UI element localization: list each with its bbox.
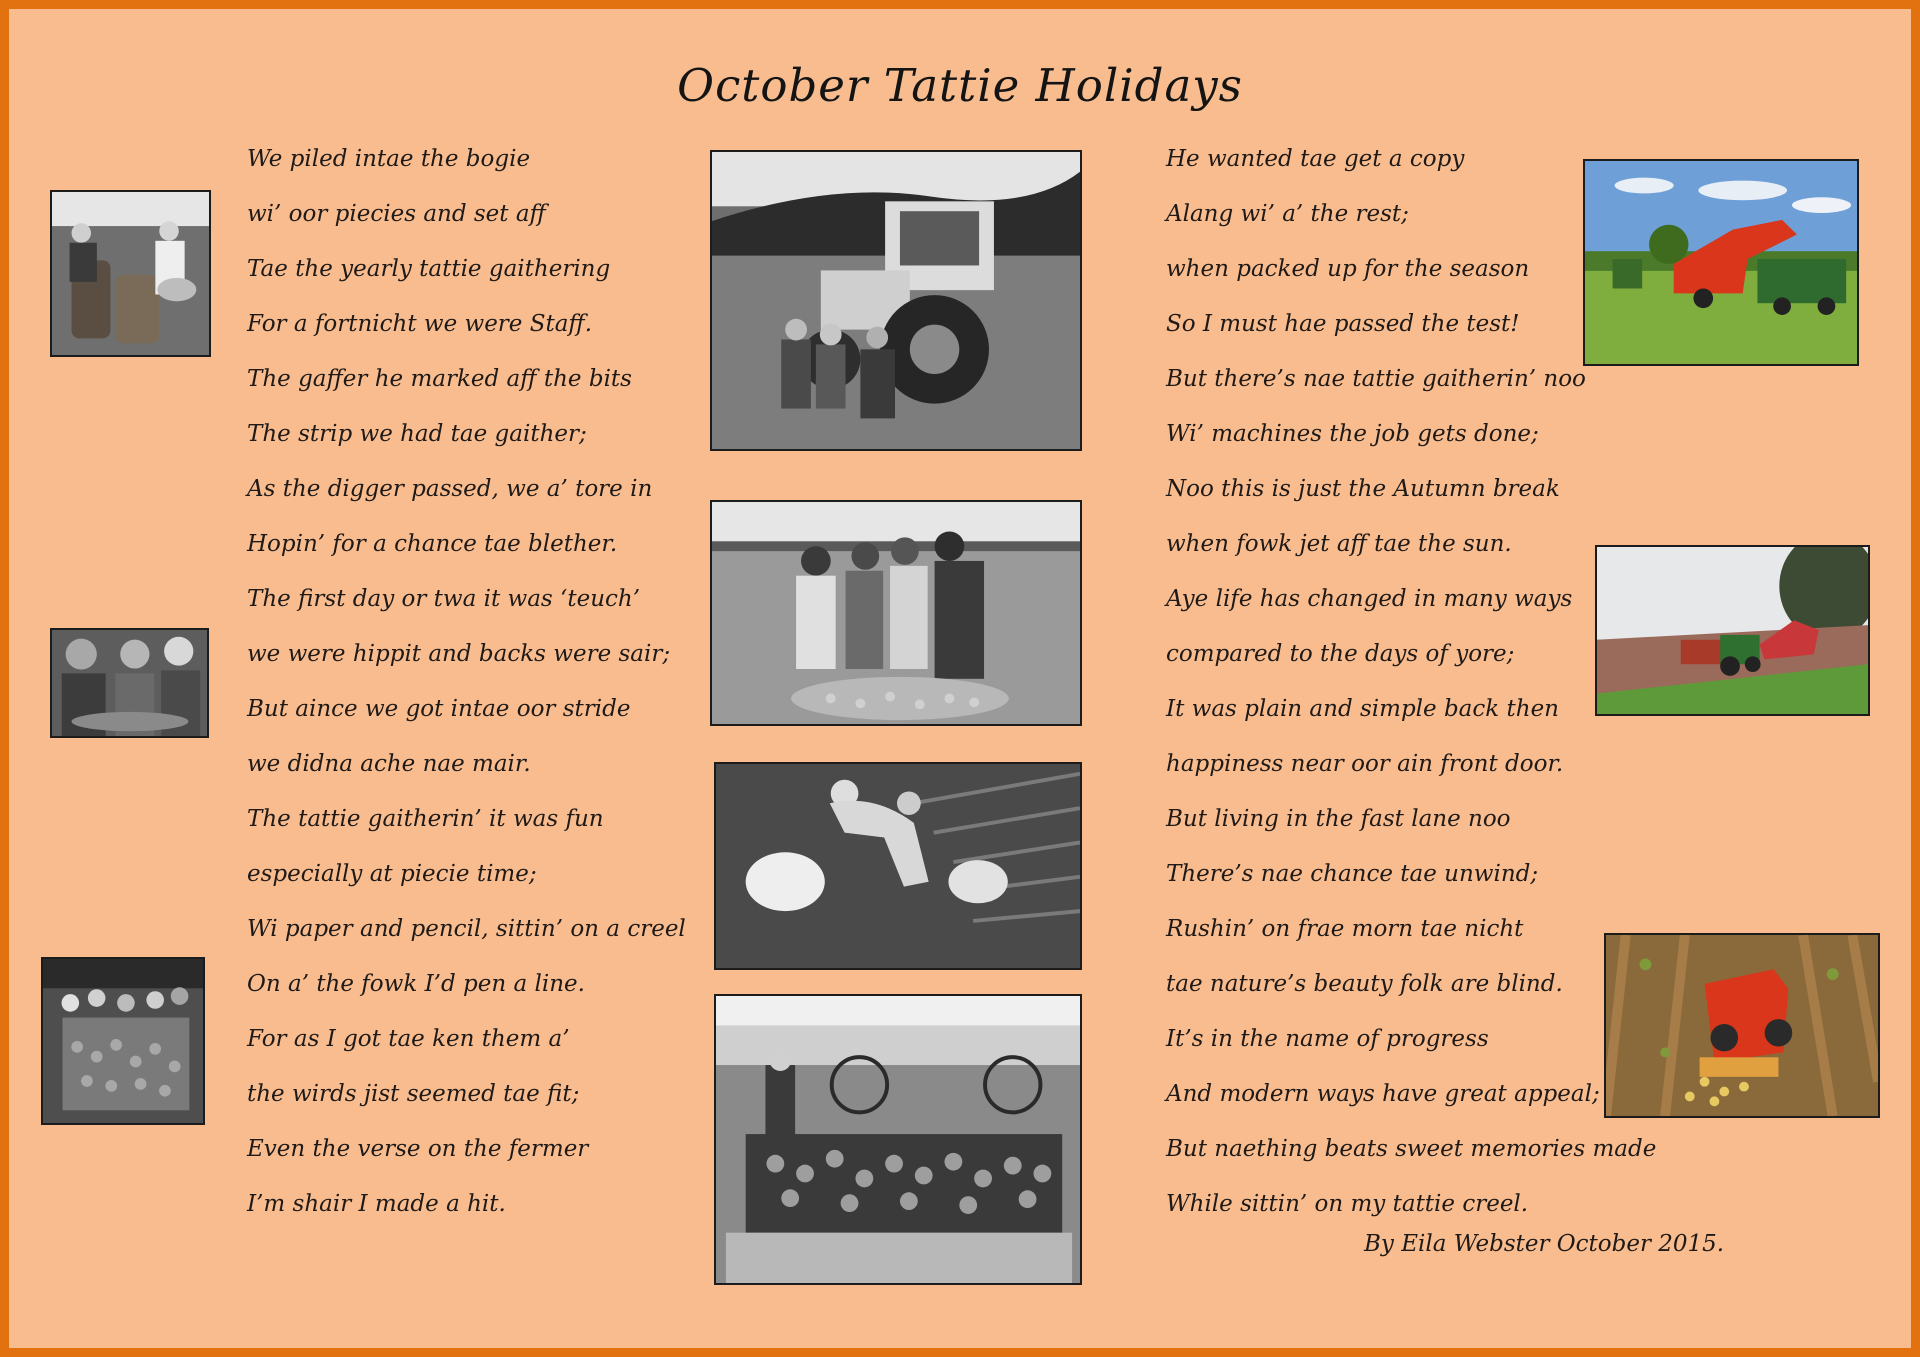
poem-line: Wi’ machines the job gets done; (1166, 421, 1539, 447)
poem-line: Noo this is just the Autumn break (1166, 476, 1560, 502)
photo-girls-emptying-baskets (710, 500, 1082, 726)
poem-line: we didna ache nae mair. (247, 751, 531, 777)
poem-line: But there’s nae tattie gaitherin’ noo (1166, 366, 1586, 392)
poem-line: There’s nae chance tae unwind; (1166, 861, 1539, 887)
photo-red-harvester-trailer (1583, 159, 1859, 366)
poem-line: It’s in the name of progress (1166, 1026, 1489, 1052)
poem-line: For a fortnicht we were Staff. (247, 311, 593, 337)
poem-line: The strip we had tae gaither; (247, 421, 587, 447)
poem-line: It was plain and simple back then (1166, 696, 1559, 722)
poem-line: tae nature’s beauty folk are blind. (1166, 971, 1563, 997)
photo-tractor-workers (710, 150, 1082, 451)
poem-line: As the digger passed, we a’ tore in (247, 476, 653, 502)
author-byline: By Eila Webster October 2015. (1364, 1231, 1725, 1257)
photo-tractor-harvester-field (1595, 545, 1870, 716)
poem-line: Rushin’ on frae morn tae nicht (1166, 916, 1524, 942)
poem-line: Aye life has changed in many ways (1166, 586, 1573, 612)
photo-cart-of-potatoes (714, 994, 1082, 1285)
poem-line: And modern ways have great appeal; (1166, 1081, 1600, 1107)
poem-line: I’m shair I made a hit. (247, 1191, 506, 1217)
poem-line: happiness near oor ain front door. (1166, 751, 1564, 777)
poem-line: He wanted tae get a copy (1166, 146, 1465, 172)
poem-line: So I must hae passed the test! (1166, 311, 1520, 337)
poem-line: especially at piecie time; (247, 861, 537, 887)
poem-line: For as I got tae ken them a’ (247, 1026, 570, 1052)
poem-line: Even the verse on the fermer (247, 1136, 589, 1162)
poem-line: the wirds jist seemed tae fit; (247, 1081, 580, 1107)
photo-workers-bending-baskets (714, 762, 1082, 970)
photo-workers-closeup (50, 628, 209, 738)
poem-left-column (247, 132, 686, 1232)
poem-line: wi’ oor piecies and set aff (247, 201, 546, 227)
photo-group-with-potatoes (41, 957, 205, 1125)
poem-line: We piled intae the bogie (247, 146, 531, 172)
poem-line: But naething beats sweet memories made (1166, 1136, 1657, 1162)
poem-line: compared to the days of yore; (1166, 641, 1515, 667)
poem-line: While sittin’ on my tattie creel. (1166, 1191, 1529, 1217)
poem-line: The tattie gaitherin’ it was fun (247, 806, 604, 832)
poem-line: The first day or twa it was ‘teuch’ (247, 586, 641, 612)
poem-line: when fowk jet aff tae the sun. (1166, 531, 1512, 557)
photo-red-digger-potato-rows (1604, 933, 1880, 1118)
poem-line: Hopin’ for a chance tae blether. (247, 531, 618, 557)
poem-line: Alang wi’ a’ the rest; (1166, 201, 1409, 227)
poem-line: The gaffer he marked aff the bits (247, 366, 632, 392)
poem-line: But living in the fast lane noo (1166, 806, 1511, 832)
poem-line: But aince we got intae oor stride (247, 696, 631, 722)
poem-line: Wi paper and pencil, sittin’ on a creel (247, 916, 686, 942)
poster-page (9, 9, 1911, 1348)
photo-women-with-barrels (50, 190, 211, 357)
poem-line: On a’ the fowk I’d pen a line. (247, 971, 585, 997)
poem-title: October Tattie Holidays (677, 59, 1243, 112)
poem-line: Tae the yearly tattie gaithering (247, 256, 611, 282)
poem-line: when packed up for the season (1166, 256, 1530, 282)
poem-line: we were hippit and backs were sair; (247, 641, 671, 667)
